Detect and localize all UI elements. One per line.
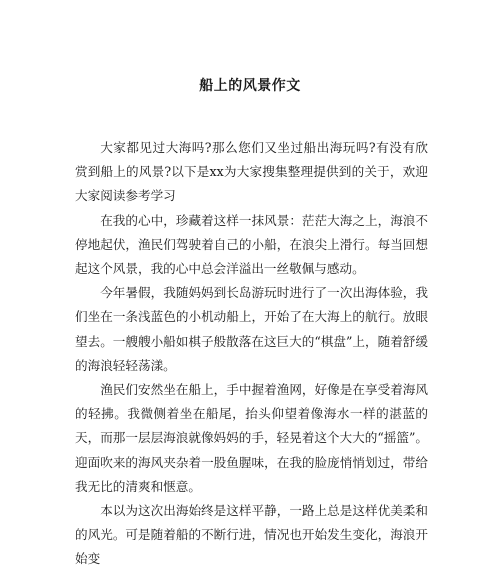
paragraph: 今年暑假，我随妈妈到长岛游玩时进行了一次出海体验，我们坐在一条浅蓝色的小机动船上，开始了在大海上的航行。放眼望去。一艘艘小船如棋子般散落在这巨大的“棋盘”上，随着舒缓的海浪轻轻荡漾。 [75, 285, 428, 373]
document-body [75, 136, 428, 572]
document-title: 船上的风景作文 [199, 78, 301, 94]
paragraph: 在我的心中，珍藏着这样一抹风景：茫茫大海之上，海浪不停地起伏，渔民们驾驶着自己的小船，在浪尖上滑行。每当回想起这个风景，我的心中总会洋溢出一丝敬佩与感动。 [75, 212, 428, 277]
paragraph: 渔民们安然坐在船上，手中握着渔网，好像是在享受着海风的轻拂。我微侧着坐在船尾，抬头仰望着像海水一样的湛蓝的天，而那一层层海浪就像妈妈的手，轻晃着这个大大的“摇篮”。迎面吹来的海风夹杂着一股鱼腥味，在我的脸庞悄悄划过，带给我无比的清爽和惬意。 [75, 382, 428, 494]
paragraph: 大家都见过大海吗?那么您们又坐过船出海玩吗?有没有欣赏到船上的风景?以下是xx为大家搜集整理提供到的关于，欢迎大家阅读参考学习 [75, 140, 428, 204]
paragraph: 本以为这次出海始终是这样平静，一路上总是这样优美柔和的风光。可是随着船的不断行进，情况也开始发生变化，海浪开始变 [75, 503, 428, 567]
